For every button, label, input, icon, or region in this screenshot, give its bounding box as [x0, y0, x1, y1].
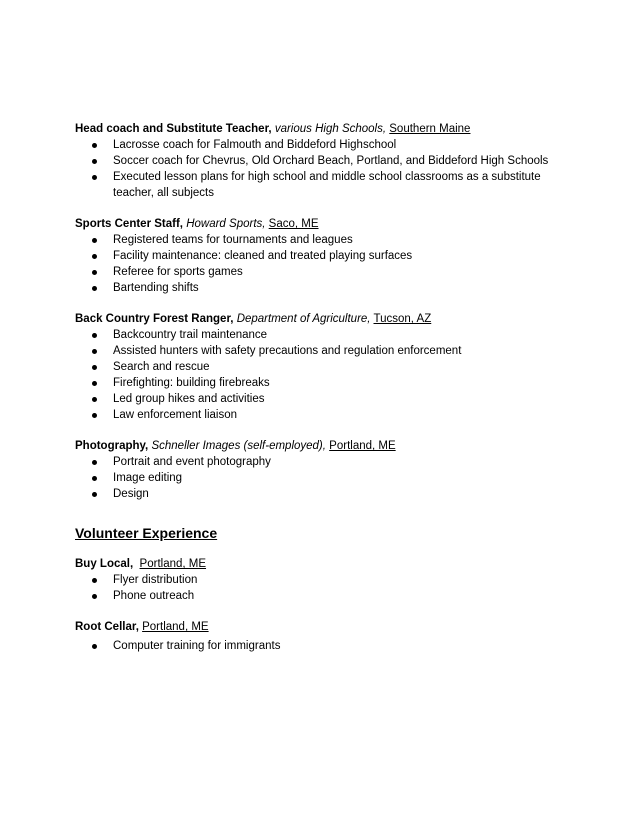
list-item	[75, 232, 575, 248]
job-entry	[75, 438, 575, 502]
volunteer-duties	[75, 638, 575, 654]
list-item-text: Design	[113, 488, 149, 500]
list-item	[75, 638, 575, 654]
job-header	[75, 121, 575, 137]
list-item	[75, 327, 575, 343]
list-item-text: Led group hikes and activities	[113, 393, 265, 405]
volunteer-role: Root Cellar,	[75, 621, 139, 633]
job-organization: various High Schools,	[274, 123, 387, 135]
list-item-text: Lacrosse coach for Falmouth and Biddeford Highschool	[113, 139, 397, 151]
bullet-icon	[92, 159, 97, 164]
bullet-icon	[92, 286, 97, 291]
bullet-icon	[92, 270, 97, 275]
job-location: Southern Maine	[389, 123, 471, 135]
list-item	[75, 343, 575, 359]
list-item-text: Portrait and event photography	[113, 456, 271, 468]
list-item-text: Soccer coach for Chevrus, Old Orchard Beach, Portland, and Biddeford High Schools	[113, 155, 549, 167]
list-item	[75, 572, 575, 588]
list-item-text: Executed lesson plans for high school and middle school classrooms as a substitute teacher, all subjects	[113, 171, 541, 199]
list-item-text: Assisted hunters with safety precautions and regulation enforcement	[113, 345, 462, 357]
volunteer-location: Portland, ME	[139, 558, 207, 570]
job-duties	[75, 137, 575, 201]
list-item	[75, 486, 575, 502]
list-item	[75, 153, 575, 169]
list-item-text: Computer training for immigrants	[113, 640, 281, 652]
bullet-icon	[92, 349, 97, 354]
job-duties	[75, 232, 575, 296]
volunteer-entry	[75, 619, 575, 654]
bullet-icon	[92, 492, 97, 497]
bullet-icon	[92, 143, 97, 148]
list-item	[75, 375, 575, 391]
list-item	[75, 359, 575, 375]
bullet-icon	[92, 594, 97, 599]
list-item-text: Firefighting: building firebreaks	[113, 377, 270, 389]
list-item	[75, 280, 575, 296]
list-item-text: Bartending shifts	[113, 282, 199, 294]
list-item-text: Facility maintenance: cleaned and treated playing surfaces	[113, 250, 413, 262]
bullet-icon	[92, 365, 97, 370]
section-title-volunteer: Volunteer Experience	[75, 525, 218, 541]
volunteer-header	[75, 556, 575, 572]
resume-content	[75, 121, 575, 669]
list-item-text: Flyer distribution	[113, 574, 198, 586]
volunteer-header	[75, 619, 575, 635]
list-item	[75, 454, 575, 470]
job-organization: Howard Sports,	[186, 218, 266, 230]
job-location: Portland, ME	[329, 440, 396, 452]
bullet-icon	[92, 175, 97, 180]
job-header	[75, 438, 575, 454]
list-item	[75, 470, 575, 486]
bullet-icon	[92, 254, 97, 259]
volunteer-entry	[75, 556, 575, 604]
bullet-icon	[92, 397, 97, 402]
job-duties	[75, 327, 575, 423]
job-location: Saco, ME	[268, 218, 319, 230]
job-role: Sports Center Staff,	[75, 218, 183, 230]
bullet-icon	[92, 333, 97, 338]
bullet-icon	[92, 413, 97, 418]
job-role: Back Country Forest Ranger,	[75, 313, 234, 325]
list-item	[75, 264, 575, 280]
list-item-text: Registered teams for tournaments and leagues	[113, 234, 353, 246]
volunteer-duties	[75, 572, 575, 604]
job-organization: Schneller Images (self-employed),	[151, 440, 326, 452]
bullet-icon	[92, 644, 97, 649]
job-entry	[75, 311, 575, 423]
list-item-text: Image editing	[113, 472, 183, 484]
volunteer-location: Portland, ME	[142, 621, 209, 633]
list-item	[75, 588, 575, 604]
list-item-text: Search and rescue	[113, 361, 210, 373]
job-header	[75, 311, 575, 327]
job-location: Tucson, AZ	[373, 313, 432, 325]
job-role: Head coach and Substitute Teacher,	[75, 123, 272, 135]
job-header	[75, 216, 575, 232]
list-item-text: Phone outreach	[113, 590, 195, 602]
bullet-icon	[92, 578, 97, 583]
list-item	[75, 407, 575, 423]
volunteer-role: Buy Local,	[75, 558, 134, 570]
bullet-icon	[92, 381, 97, 386]
job-entry	[75, 121, 575, 201]
list-item	[75, 137, 575, 153]
job-entry	[75, 216, 575, 296]
bullet-icon	[92, 238, 97, 243]
list-item	[75, 391, 575, 407]
list-item-text: Law enforcement liaison	[113, 409, 238, 421]
bullet-icon	[92, 476, 97, 481]
list-item-text: Backcountry trail maintenance	[113, 329, 268, 341]
bullet-icon	[92, 460, 97, 465]
job-organization: Department of Agriculture,	[236, 313, 371, 325]
list-item	[75, 248, 575, 264]
job-role: Photography,	[75, 440, 149, 452]
list-item-text: Referee for sports games	[113, 266, 243, 278]
job-duties	[75, 454, 575, 502]
list-item	[75, 169, 575, 201]
